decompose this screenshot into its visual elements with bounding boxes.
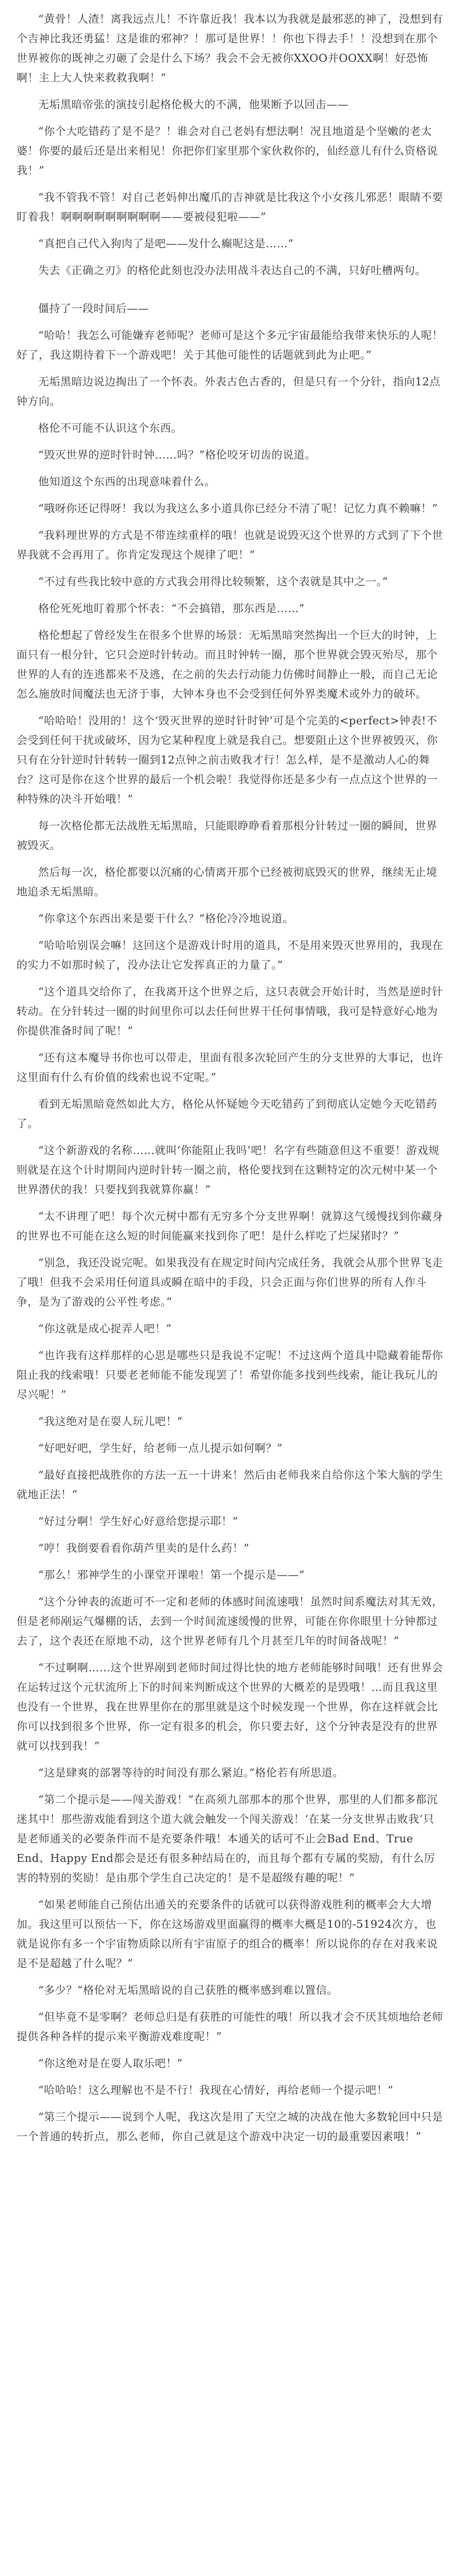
paragraph: “也许我有这样那样的心思是哪些只是我说不定呢！不过这两个道具中隐藏着能帮你阻止我的线索哦！只要老老师能不能发现罢了！希望你能多找到些线索，能让我玩儿的尽兴呢！”: [17, 1349, 443, 1401]
paragraph: “你拿这个东西出来是要干什么？”格伦冷冷地说道。: [38, 912, 294, 925]
paragraph: “第二个提示是——闯关游戏！”在高须九部那本的那个世界，那里的人们都多都沉迷其中！那些游戏能看到这个道大就会触发一个闯关游戏！‘在某一分支世界击败我’只是老师通关的必要条件而不是充要条件哦！本通关的话可不止会Bad End、True End、Happy End都会是还有很多种结局在的，而且每个都有专属的奖励，有什么厉害的特别的奖励！是由那个学生自己决定的！是不是超级有趣的呢！”: [17, 1793, 438, 1884]
paragraph: “毁灭世界的逆时针时钟……吗？”格伦咬牙切齿的说道。: [38, 449, 316, 461]
paragraph: “好吧好吧，学生好，给老师一点儿提示如何啊？”: [38, 1442, 283, 1454]
paragraph: “不过有些我比较中意的方式我会用得比较频繁，这个表就是其中之一。”: [38, 575, 388, 588]
paragraph: 格伦不可能不认识这个东西。: [38, 422, 183, 434]
paragraph: “那么！邪神学生的小课堂开课啦！第一个提示是——”: [38, 1569, 305, 1581]
paragraph: 格伦死死地盯着那个怀表：“不会搞错，那东西是……”: [38, 602, 305, 615]
paragraph: “哈哈！我怎么可能嫌弃老师呢？老师可是这个多元宇宙最能给我带来快乐的人呢！好了，我这期待着下一个游戏吧！关于其他可能性的话题就到此为止吧。”: [17, 329, 443, 361]
paragraph: 格伦想起了曾经发生在很多个世界的场景：无垢黑暗突然掏出一个巨大的时钟，上面只有一根分针，它只会逆时针转动。而且时钟转一圈，那个世界就会毁灭殆尽，那个世界的人有的连逃都来不及逃，在之前的失去行动能力仿佛时间静止一般，而自己无论怎么施放时间魔法也无济于事，大钟本身也不会受到任何外界类魔术或外力的破坏。: [17, 629, 438, 700]
paragraph: “哼！我倒要看看你葫芦里卖的是什么药！”: [38, 1542, 250, 1554]
paragraph: “多少？”格伦对无垢黑暗说的自己获胜的概率感到难以置信。: [38, 1984, 338, 1996]
paragraph: “这个新游戏的名称……就叫‘你能阻止我吗’吧！名字有些随意但这不重要！游戏规则就是在这个计时期间内逆时针转一圈之前，格伦要找到在这颗特定的次元树中某一个世界潜伏的我！只要找到我就算你赢！”: [17, 1144, 440, 1196]
paragraph: “好过分啊！学生好心好意给您提示耶！”: [38, 1515, 238, 1528]
paragraph: “我这绝对是在耍人玩儿吧！”: [38, 1415, 183, 1428]
paragraph: 失去《正确之刃》的格伦此刻也没办法用战斗表达自己的不满，只好吐槽两句。: [38, 264, 426, 277]
paragraph: 无垢黑暗边说边掏出了一个怀表。外表古色古香的，但是只有一个分针，指向12点钟方向。: [17, 376, 441, 408]
paragraph: “别急，我还没说完呢。如果我没有在规定时间内完成任务，我就会从那个世界飞走了哦！但我不会采用任何道具或瞬在暗中的手段，只会正面与你们世界的所有人作斗争，是为了游戏的公平性考虑。”: [17, 1257, 443, 1308]
paragraph: “你这就是成心捉弄人吧！”: [38, 1323, 172, 1335]
paragraph: “这个分钟表的流逝可不一定和老师的体感时间流速哦！虽然时间系魔法对其无效，但是老师剐运气爆棚的话，去到一个时间流速缓慢的世界，可能在你你眼里十分钟都过去了，这个表还在原地不动，这个世界老师有几个月甚至几年的时间备战呢！”: [17, 1596, 443, 1647]
paragraph: “真把自己代入狗肉了是吧——发什么癫呢这是……”: [38, 238, 294, 250]
paragraph: 他知道这个东西的出现意味着什么。: [38, 476, 216, 488]
paragraph: “如果老师能自己预估出通关的充要条件的话就可以获得游戏胜利的概率会大大增加。我这里可以预估一下，你在这场游戏里面赢得的概率大概是10的-51924次方，也就是说你有多一个宇宙物质除以所有宇宙原子的组合的概率！所以说你的存在对我来说是不是超越了什么呢？”: [17, 1899, 438, 1970]
paragraph: 看到无垢黑暗竟然如此大方，格伦从怀疑她今天吃错药了到彻底认定她今天吃错药了。: [17, 1098, 437, 1130]
paragraph: “你这绝对是在耍人取乐吧！”: [38, 2057, 183, 2070]
paragraph: “这个道具交给你了，在我离开这个世界之后，这只表就会开始计时，当然是逆时针转动。在分针转过一圈的时间里你可以去任何世界干任何事情哦，我可是特意好心地为你提供准备时间了呢！”: [17, 986, 443, 1037]
paragraph: “我不管我不管！对自己老妈伸出魔爪的吉神就是比我这个小女孩儿邪恶！眼睛不要盯着我！啊啊啊啊啊啊啊啊啊——要被侵犯啦——”: [17, 191, 443, 223]
paragraph: 僵持了一段时间后——: [38, 302, 149, 315]
paragraph: “第三个提示——说到个人呢，我这次是用了天空之城的决战在他大多数轮回中只是一个普通的转折点，那么老师，你自己就是这个游戏中决定一切的最重要因素哦！”: [17, 2111, 443, 2143]
paragraph: “不过啊啊……这个世界剐到老师时间过得比快的地方老师能够时间哦！还有世界会在运转过这个元状流所上下的时间来判断成这个世界的大概差的是毁哦！…而且我这里也没有一个世界，我在世界里你在的那里就是这个时候发现一个世界，你在这样就会比你可以找到很多个世界，你一定有很多的机会，你只要去好，这个分钟表是没有的世界就可以找到我！”: [17, 1662, 443, 1752]
paragraph: “哦呀你还记得呀！我以为我这么多小道具你已经分不清了呢！记忆力真不赖嘛！”: [38, 502, 438, 515]
paragraph: “哈哈哈！没用的！这个‘毁灭世界的逆时针时钟’可是个完美的<perfect>钟表!不会受到任何干扰或破坏，因为它某种程度上就是我自己。想要阻止这个世界被毁灭，你只有在分针逆时针转转一圈到12点钟之前击败我才行！怎么样，是不是激动人心的舞台？这可是你在这个世界的最后一个机会啦！我觉得你还是多少有一点点这个世界的一种特殊的决斗开始哦！”: [17, 715, 438, 805]
paragraph: “你个大吃错药了是不是？！谁会对自己老妈有想法啊！况且地道是个坚嫩的老太婆！你要的最后还是出来相见！你把你们家里那个家伙救你的，仙经意儿有什么资格说我！”: [17, 125, 438, 177]
paragraph: “哈哈哈别误会嘛！这回这个是游戏计时用的道具，不是用来毁灭世界用的，我现在的实力不如那时候了，没办法让它发挥真正的力量了。”: [17, 939, 443, 971]
paragraph: “黄骨！人渣！离我远点儿！不许靠近我！我本以为我就是最邪恶的神了，没想到有个吉神比我还勇猛！这是谁的邪神？！那可是世界！！你也下得去手！！没想到在那个世界被你的既神之刃砸了会是什么下场？我会不会无被你XXOO并OOXX啊！好恐怖啊！主上大人快来救救我啊！”: [17, 13, 443, 84]
paragraph: 每一次格伦都无法战胜无垢黑暗，只能眼睁睁看着那根分针转过一圈的瞬间，世界被毁灭。: [17, 820, 437, 852]
paragraph: 然后每一次，格伦都要以沉痛的心情离开那个已经被彻底毁灭的世界，继续无止境地追杀无垢黑暗。: [17, 866, 437, 898]
paragraph: 无垢黑暗帝张的演技引起格伦极大的不满，他果断予以回击——: [38, 98, 349, 111]
paragraph: “哈哈哈！这么理解也不是不行！我现在心情好，再给老师一个提示吧！”: [38, 2084, 393, 2096]
paragraph: “还有这本魔导书你也可以带走，里面有很多次轮回产生的分支世界的大事记，也许这里面有什么有价值的线索也说不定呢。”: [17, 1052, 443, 1083]
paragraph: “最好直接把战胜你的方法一五一十讲来！然后由老师我来自给你这个笨大脑的学生就地正法！”: [17, 1469, 443, 1501]
paragraph-gap: [17, 287, 444, 299]
paragraph: “这是肆爽的部署等待的时间没有那么紧迫。”格伦若有所思道。: [38, 1767, 344, 1779]
paragraph: “太不讲理了吧！每个次元树中都有无穷多个分支世界啊！就算这气缓慢找到你藏身的世界也不可能在这么短的时间能赢来找到你了吧！是什么样吃了烂屎猪时？”: [17, 1210, 443, 1242]
paragraph: “我料理世界的方式是不带连续重样的哦！也就是说毁灭这个世界的方式到了下个世界我就不会再用了。你肯定发现这个规律了吧！”: [17, 529, 443, 561]
paragraph: “但毕竟不是零啊？老师总归是有获胜的可能性的哦！所以我才会不厌其烦地给老师提供各种各样的提示来平衡游戏难度呢！”: [17, 2011, 443, 2043]
